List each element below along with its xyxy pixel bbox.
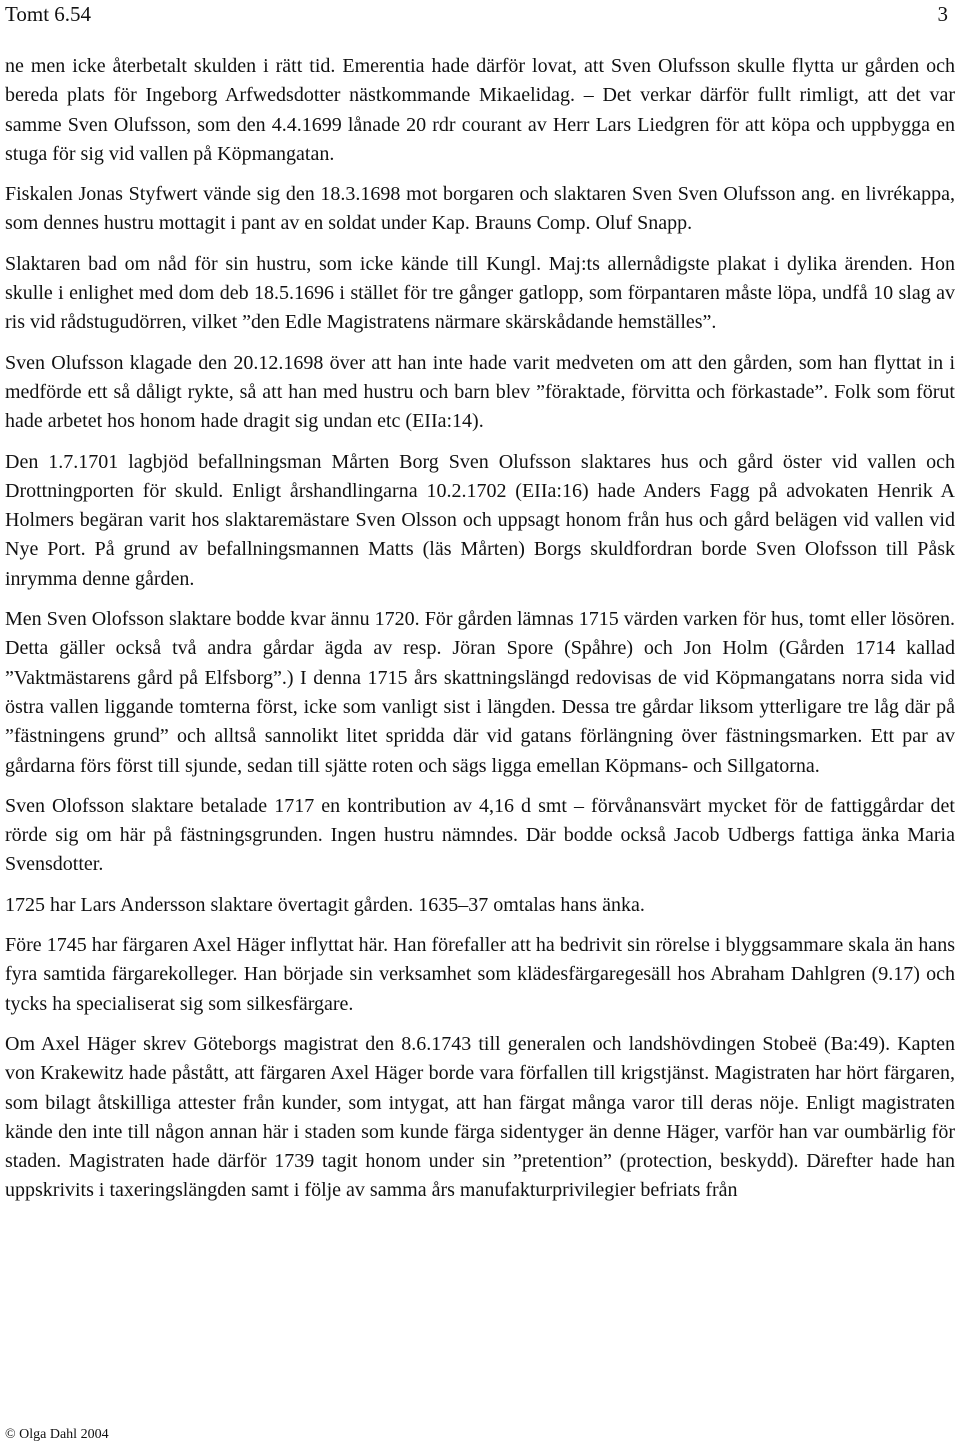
page-header xyxy=(5,0,948,28)
paragraph: Före 1745 har färgaren Axel Häger inflyttat här. Han förefaller att ha bedrivit sin rörelse i blyggsammare skala än hans fyra samtida färgarekolleger. Han började sin verksamhet som klädesfärgaregesäll hos Abraham Dahlgren (9.17) och tycks ha specialiserat sig som silkesfärgare. xyxy=(5,934,955,1015)
paragraph: Den 1.7.1701 lagbjöd befallningsman Mårten Borg Sven Olufsson slaktares hus och gård öster vid vallen och Drottningporten för skuld. Enligt årshandlingarna 10.2.1702 (EIIa:16) hade Anders Fagg på advokaten Henrik A Holmers begäran varit hos slaktaremästare Sven Olsson och uppsagt honom från hus och gård belägen vid vallen vid Nye Port. På grund av befallningsmannen Matts (läs Mårten) Borgs skuldfordran borde Sven Olofsson till Påsk inrymma denne gården. xyxy=(5,450,955,590)
paragraph: Sven Olofsson slaktare betalade 1717 en kontribution av 4,16 d smt – förvånansvärt mycket för de fattiggårdar det rörde sig om här på fästningsgrunden. Ingen hustru nämndes. Där bodde också Jacob Udbergs fattiga änka Maria Svensdotter. xyxy=(5,794,955,876)
paragraph: ne men icke återbetalt skulden i rätt tid. Emerentia hade därför lovat, att Sven Olufsson skulle flytta ur gården och bereda plats för Ingeborg Arfwedsdotter nästkommande Mikaelidag. – Det verkar därför fullt rimligt, att det var samme Sven Olufsson, som den 4.4.1699 lånade 20 rdr courant av Herr Lars Liedgren för att köpa och uppbygga en stuga för sig vid vallen på Köpmangatan. xyxy=(5,55,955,165)
paragraph: Om Axel Häger skrev Göteborgs magistrat den 8.6.1743 till generalen och landshövdingen Stobeë (Ba:49). Kapten von Krakewitz hade påstått, att färgaren Axel Häger borde vara förfallen till krigstjänst. Magistraten har hört färgaren, som bilagt åtskilliga attester från kunder, som intygat, att han färgat många varor till deras nöje. Enligt magistraten kände den inte till någon annan här i staden som kunde färga sidentyger än denne Häger, varför han var oumbärlig för staden. Magistraten hade därför 1739 tagit honom under sin ”pretention” (protection, beskydd). Därefter hade han uppskrivits i taxeringslängden samt i följe av samma års manufakturprivilegier befriats från xyxy=(5,1032,955,1202)
document-body xyxy=(5,52,955,1217)
page-number: 3 xyxy=(937,2,948,26)
document-title: Tomt 6.54 xyxy=(5,2,92,26)
paragraph: Slaktaren bad om nåd för sin hustru, som icke kände till Kungl. Maj:ts allernådigste plakat i dylika ärenden. Hon skulle i enlighet med dom deb 18.5.1696 i stället för tre gånger gatlopp, som förpantaren måste löpa, undfå 10 slag av ris vid rådstugudörren, vilket ”den Edle Magistratens närmare skärskådande hemställes”. xyxy=(5,252,955,334)
paragraph: 1725 har Lars Andersson slaktare övertagit gården. 1635–37 omtalas hans änka. xyxy=(5,893,645,916)
paragraph: Fiskalen Jonas Styfwert vände sig den 18.3.1698 mot borgaren och slaktaren Sven Sven Olufsson ang. en livrékappa, som dennes hustru mottagit i pant av en soldat under Kap. Brauns Comp. Oluf Snapp. xyxy=(5,183,955,235)
paragraph: Sven Olufsson klagade den 20.12.1698 över att han inte hade varit medveten om att den gården, som han flyttat in i medförde ett så dåligt rykte, så att han med hustru och barn blev ”föraktade, förvitta och förkastade”. Folk som förut hade arbetet hos honom hade dragit sig undan etc (EIIa:14). xyxy=(5,351,955,433)
paragraph: Men Sven Olofsson slaktare bodde kvar ännu 1720. För gården lämnas 1715 värden varken för hus, tomt eller lösören. Detta gäller också två andra gårdar ägda av resp. Jöran Spore (Spåhre) och Jon Holm (Gården 1714 kallad ”Vaktmästarens gård på Elfsborg”.) I denna 1715 års skattningslängd redovisas de vid Köpmangatans norra sida vid östra vallen liggande tomterna först, icke som vanligt sist i längden. Dessa tre gårdar liksom ytterligare tre låg där på ”fästningens grund” och alltså sannolikt litet spridda där vid gatans förlängning över fästningsmarken. Ett par av gårdarna förs först till sjunde, sedan till sjätte roten och sägs ligga emellan Köpmans- och Sillgatorna. xyxy=(5,608,955,777)
page-footer xyxy=(5,1426,109,1444)
copyright-notice: © Olga Dahl 2004 xyxy=(5,1427,109,1442)
